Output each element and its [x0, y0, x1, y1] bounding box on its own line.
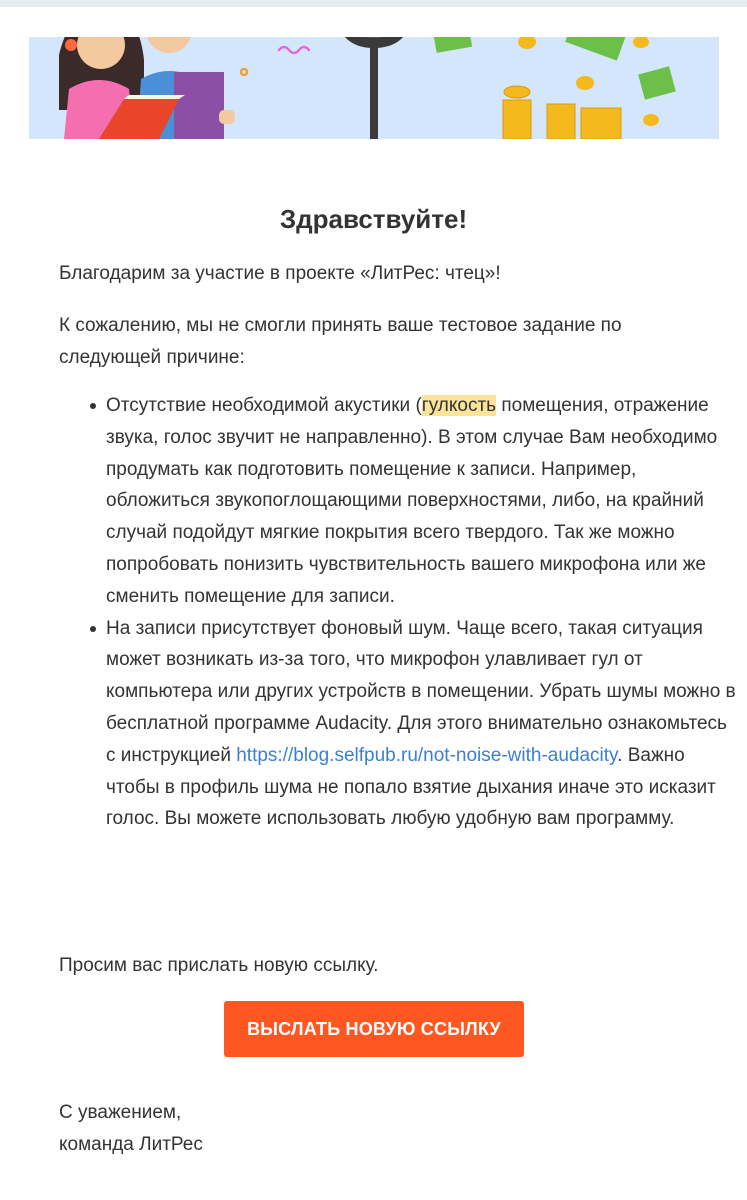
signature [59, 1097, 203, 1161]
reason-text: Отсутствие необходимой акустики ( [106, 395, 422, 416]
thanks-text: Благодарим за участие в проекте «ЛитРес: чтец»! [59, 263, 501, 284]
banner-illustration [29, 37, 719, 139]
rejection-intro-text: К сожалению, мы не смогли принять ваше тестовое задание по следующей причине: [59, 315, 622, 368]
send-new-link-button[interactable]: ВЫСЛАТЬ НОВУЮ ССЫЛКУ [224, 1001, 524, 1057]
signoff-line: С уважением, [59, 1102, 182, 1123]
header-banner [29, 37, 719, 139]
reason-text: помещения, отражение звука, голос звучит не направленно). В этом случае Вам необходимо продумать как подготовить помещение к записи. Например, обложиться звукопоглощающими поверхностями, либо, на крайний случай подойдут мягкие покрытия всего твердого. Так же можно попробовать понизить чувствительность вашего микрофона или же сменить помещение для записи. [106, 395, 718, 607]
coin-stack-icon [503, 86, 621, 139]
request-text: Просим вас прислать новую ссылку. [59, 955, 379, 976]
reason-text: На записи присутствует фоновый шум. Чаще всего, такая ситуация может возникать из-за того, что микрофон улавливает гул от компьютера или других устройств в помещении. Убрать шумы можно в бесплатной программе Audacity. Для этого внимательно ознакомьтесь с инструкцией [106, 617, 736, 766]
list-item-acoustics [106, 390, 736, 613]
greeting-heading: Здравствуйте! [279, 204, 468, 234]
highlighted-word: гулкость [421, 395, 497, 416]
list-item-background-noise [106, 613, 736, 836]
audacity-instruction-link[interactable]: https://blog.selfpub.ru/not-noise-with-audacity [236, 744, 618, 766]
microphone-icon [334, 37, 414, 139]
reason-text: . Важно чтобы в профиль шума не попало взятие дыхания иначе это исказит голос. Вы можете использовать любую удобную вам программу. [106, 744, 716, 830]
signoff-team: команда ЛитРес [59, 1134, 203, 1155]
rejection-reasons-list [59, 390, 736, 835]
top-divider [0, 0, 747, 7]
